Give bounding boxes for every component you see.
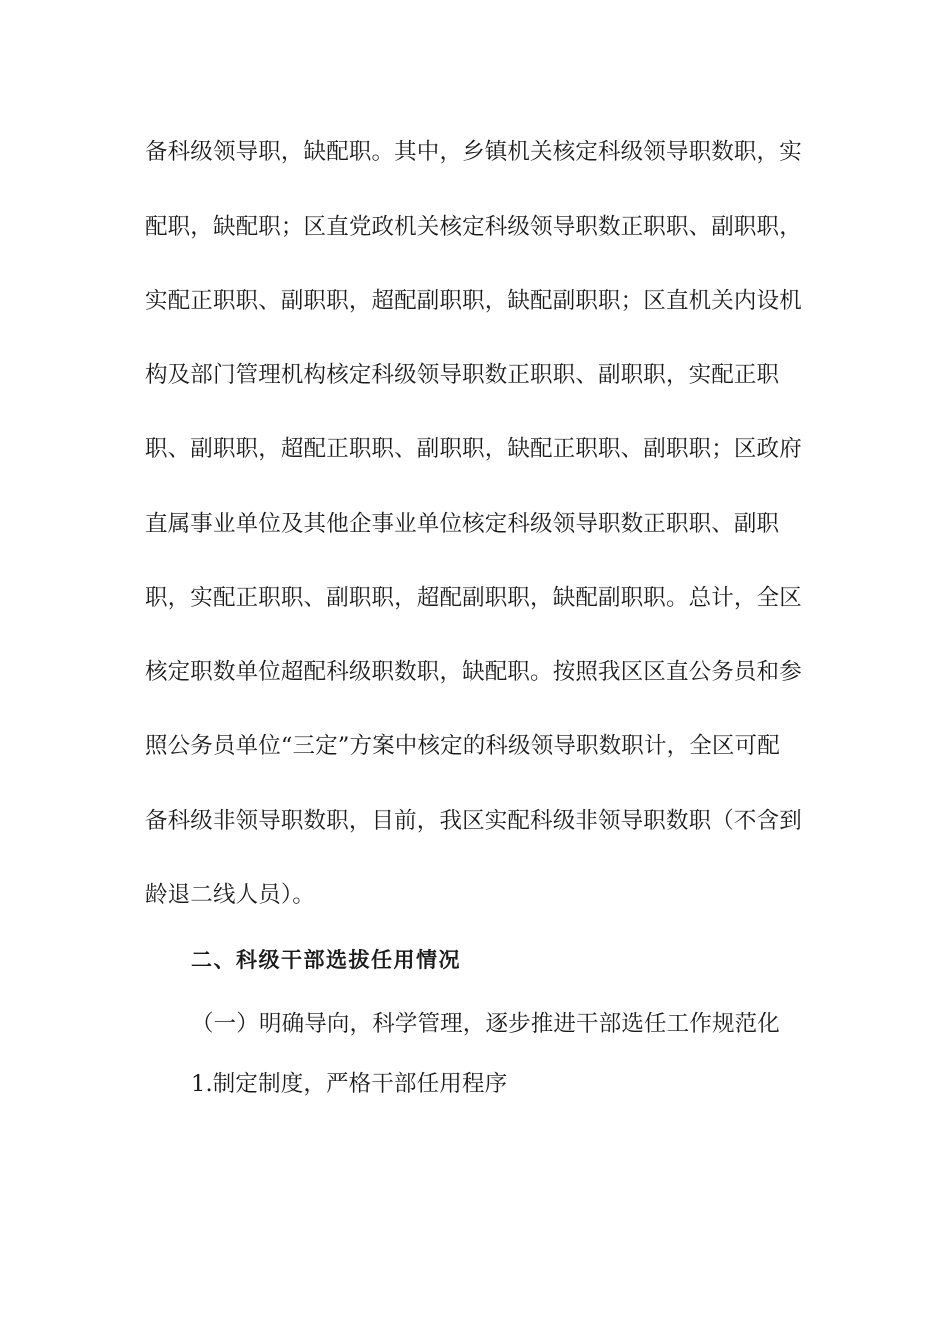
item-heading: 1.制定制度，严格干部任用程序 [191,1071,508,1097]
body-text-line: 备科级领导职，缺配职。其中，乡镇机关核定科级领导职数职，实 [145,139,802,165]
body-text-line: 构及部门管理机构核定科级领导职数正职职、副职职，实配正职 [145,362,780,388]
body-text-line: 照公务员单位“三定”方案中核定的科级领导职数职计，全区可配 [145,733,780,759]
body-text-line: 实配正职职、副职职，超配副职职，缺配副职职；区直机关内设机 [145,288,802,314]
section-heading: 二、科级干部选拔任用情况 [191,948,461,972]
body-text-line: 备科级非领导职数职，目前，我区实配科级非领导职数职（不含到 [145,808,802,834]
body-text-line: 核定职数单位超配科级职数职，缺配职。按照我区区直公务员和参 [145,659,802,685]
subsection-heading: （一）明确导向，科学管理，逐步推进干部选任工作规范化 [191,1011,780,1037]
body-text-line: 配职，缺配职；区直党政机关核定科级领导职数正职职、副职职， [145,214,802,240]
body-text-line: 职，实配正职职、副职职，超配副职职，缺配副职职。总计，全区 [145,585,802,611]
body-text-line: 职、副职职，超配正职职、副职职，缺配正职职、副职职；区政府 [145,436,802,462]
body-text-line: 龄退二线人员）。 [145,882,315,908]
body-text-line: 直属事业单位及其他企事业单位核定科级领导职数正职职、副职 [145,511,780,537]
